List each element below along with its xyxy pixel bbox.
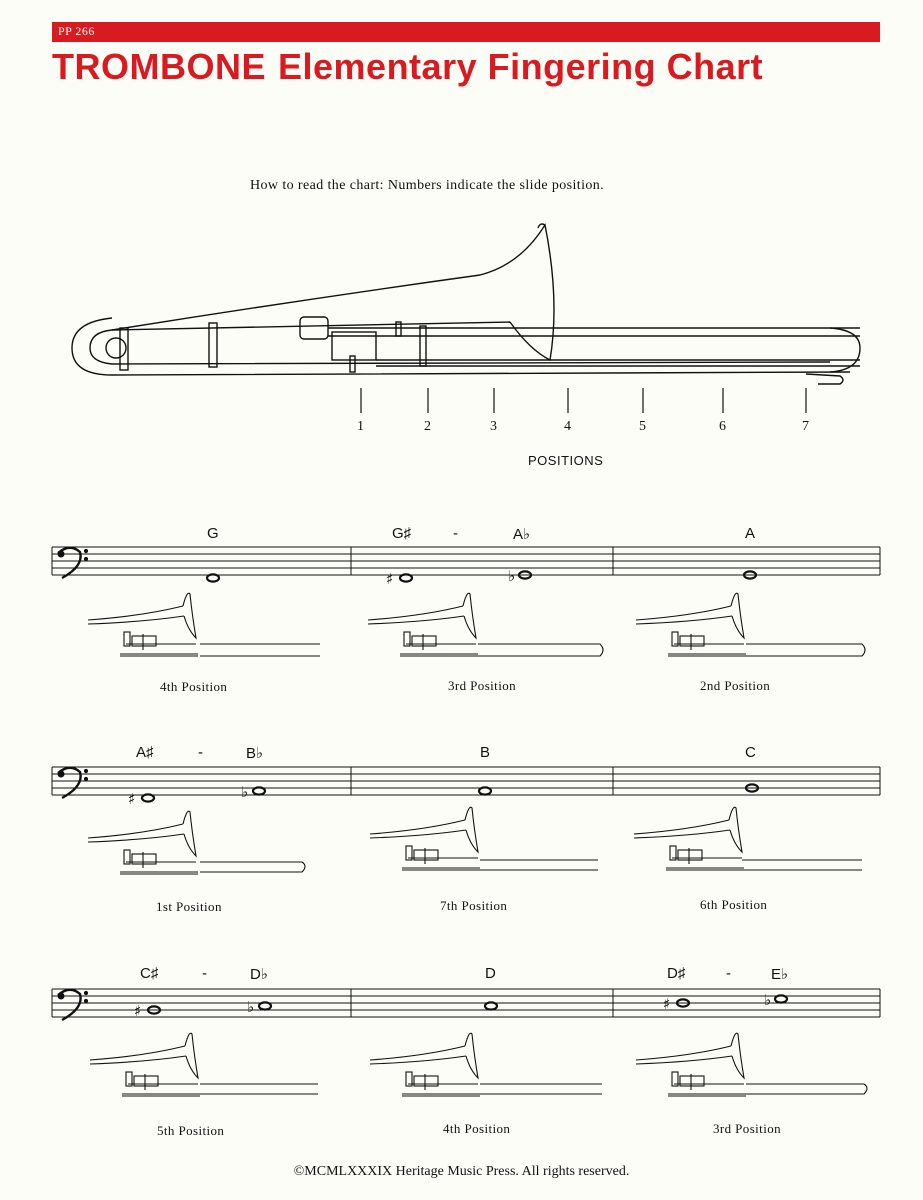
sharp-icon: ♯ (386, 570, 394, 588)
note-g-sharp (400, 574, 412, 581)
note-label-c-sharp: C♯ (140, 965, 159, 982)
note-label-dash: - (202, 965, 207, 982)
trombone-diagram-icon (72, 224, 860, 384)
note-g (207, 574, 219, 581)
position-caption: 2nd Position (700, 678, 771, 693)
sharp-icon: ♯ (663, 995, 671, 1013)
note-label-b-flat: B♭ (246, 745, 264, 762)
position-number: 7 (802, 419, 809, 434)
trombone-2nd-position-icon (636, 593, 746, 656)
sharp-icon: ♯ (134, 1002, 142, 1020)
note-e-flat (775, 995, 787, 1002)
flat-icon: ♭ (241, 783, 249, 801)
trombone-3rd-position-icon (636, 1033, 746, 1096)
note-label-d: D (485, 965, 496, 982)
note-label-g: G (207, 525, 219, 542)
note-label-dash: - (726, 965, 731, 982)
position-number: 4 (564, 419, 571, 434)
note-label-dash: - (198, 744, 203, 761)
staff-row-1 (52, 547, 880, 575)
note-label-b: B (480, 744, 491, 761)
position-caption: 3rd Position (448, 678, 517, 693)
note-label-c: C (745, 744, 756, 761)
position-caption: 5th Position (157, 1123, 225, 1138)
sharp-icon: ♯ (128, 790, 136, 808)
title-rest: Elementary Fingering Chart (278, 46, 764, 87)
title-instrument: TROMBONE (52, 46, 266, 87)
position-caption: 1st Position (156, 899, 222, 914)
note-label-a-flat: A♭ (513, 526, 531, 543)
trombone-4th-position-icon (88, 593, 198, 656)
flat-icon: ♭ (508, 567, 516, 585)
note-label-d-flat: D♭ (250, 966, 268, 983)
position-number: 5 (639, 419, 646, 434)
instructions: How to read the chart: Numbers indicate the slide position. (250, 178, 605, 193)
staff-row-3 (52, 989, 880, 1017)
note-a-sharp (142, 794, 154, 801)
note-label-a: A (745, 525, 756, 542)
position-caption: 4th Position (443, 1121, 511, 1136)
note-label-g-sharp: G♯ (392, 525, 412, 542)
position-ticks (361, 388, 806, 413)
note-d (485, 1002, 497, 1009)
position-number: 6 (719, 419, 726, 434)
position-number: 2 (424, 419, 431, 434)
note-b (479, 787, 491, 794)
trombone-7th-position-icon (370, 807, 480, 870)
positions-caption: POSITIONS (528, 453, 604, 468)
note-label-a-sharp: A♯ (136, 744, 154, 761)
publication-code: PP 266 (58, 24, 95, 38)
note-b-flat (253, 787, 265, 794)
trombone-5th-position-icon (90, 1033, 200, 1096)
position-caption: 7th Position (440, 898, 508, 913)
note-label-dash: - (453, 525, 458, 542)
bass-clef-icon (58, 990, 88, 1020)
position-number: 3 (490, 419, 497, 434)
flat-icon: ♭ (764, 991, 772, 1009)
bass-clef-icon (58, 548, 88, 578)
position-number: 1 (357, 419, 364, 434)
note-d-flat (259, 1002, 271, 1009)
position-caption: 4th Position (160, 679, 228, 694)
trombone-6th-position-icon (634, 807, 744, 870)
flat-icon: ♭ (247, 998, 255, 1016)
position-caption: 3rd Position (713, 1121, 782, 1136)
position-caption: 6th Position (700, 897, 768, 912)
trombone-4th-position-icon (370, 1033, 480, 1096)
note-label-e-flat: E♭ (771, 966, 789, 983)
copyright-notice: ©MCMLXXXIX Heritage Music Press. All rights reserved. (293, 1164, 630, 1179)
note-label-d-sharp: D♯ (667, 965, 686, 982)
trombone-3rd-position-icon (368, 593, 478, 656)
trombone-1st-position-icon (88, 811, 198, 874)
bass-clef-icon (58, 768, 88, 798)
